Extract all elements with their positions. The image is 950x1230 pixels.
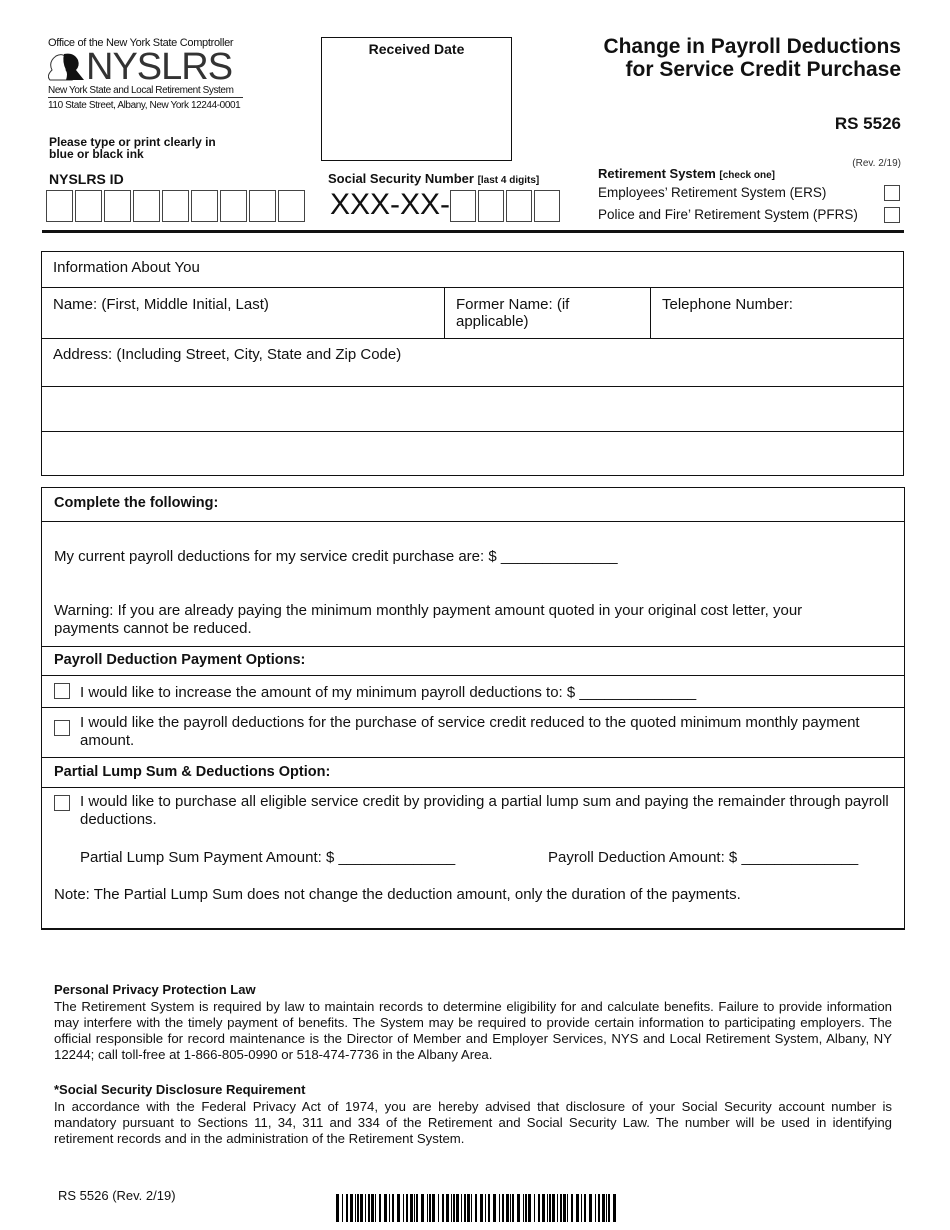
barcode-bar bbox=[384, 1194, 387, 1222]
barcode-bar bbox=[360, 1194, 363, 1222]
barcode-bar bbox=[446, 1194, 449, 1222]
name-field[interactable]: Name: (First, Middle Initial, Last) bbox=[53, 296, 269, 313]
privacy-heading: Personal Privacy Protection Law bbox=[54, 982, 256, 997]
title-line-1: Change in Payroll Deductions bbox=[603, 35, 901, 58]
footer-form-number: RS 5526 (Rev. 2/19) bbox=[58, 1188, 176, 1203]
barcode-bar bbox=[571, 1194, 573, 1222]
barcode-bar bbox=[613, 1194, 616, 1222]
received-date-box bbox=[321, 37, 512, 161]
digit-box[interactable] bbox=[162, 190, 189, 222]
revision: (Rev. 2/19) bbox=[852, 158, 901, 169]
reduce-deduction-checkbox[interactable] bbox=[54, 720, 70, 736]
info-section bbox=[41, 251, 904, 476]
barcode-bar bbox=[560, 1194, 562, 1222]
name-row bbox=[42, 287, 903, 339]
barcode-bar bbox=[368, 1194, 370, 1222]
nyslrs-id-input[interactable] bbox=[46, 190, 305, 222]
barcode-bar bbox=[421, 1194, 424, 1222]
barcode-bar bbox=[567, 1194, 568, 1222]
digit-box[interactable] bbox=[46, 190, 73, 222]
barcode-bar bbox=[389, 1194, 390, 1222]
address-line-3[interactable] bbox=[42, 431, 903, 476]
barcode-bar bbox=[547, 1194, 548, 1222]
barcode-bar bbox=[506, 1194, 509, 1222]
nyslrs-logo bbox=[48, 37, 243, 111]
system-address: 110 State Street, Albany, New York 12244-0001 bbox=[48, 100, 241, 111]
barcode-bar bbox=[589, 1194, 592, 1222]
barcode-bar bbox=[608, 1194, 610, 1222]
digit-box[interactable] bbox=[133, 190, 160, 222]
ers-option: Employees’ Retirement System (ERS) bbox=[598, 185, 827, 200]
divider bbox=[42, 230, 904, 233]
retirement-system-label bbox=[598, 166, 775, 181]
barcode-bar bbox=[471, 1194, 472, 1222]
barcode-bar bbox=[406, 1194, 408, 1222]
barcode-bar bbox=[365, 1194, 366, 1222]
digit-box[interactable] bbox=[75, 190, 102, 222]
title-line-2: for Service Credit Purchase bbox=[625, 58, 901, 81]
received-date-label: Received Date bbox=[368, 41, 465, 57]
address-line-2[interactable] bbox=[42, 386, 903, 432]
barcode-bar bbox=[379, 1194, 381, 1222]
ssd-heading: *Social Security Disclosure Requirement bbox=[54, 1082, 306, 1097]
ssn-prefix: XXX-XX- bbox=[330, 188, 451, 221]
barcode-bar bbox=[355, 1194, 356, 1222]
lump-sum-heading: Partial Lump Sum & Deductions Option: bbox=[54, 764, 331, 780]
barcode-bar bbox=[493, 1194, 496, 1222]
barcode-bar bbox=[427, 1194, 428, 1222]
barcode-bar bbox=[397, 1194, 400, 1222]
note-text: Note: The Partial Lump Sum does not change the deduction amount, only the duration of the payments. bbox=[54, 886, 741, 903]
complete-section bbox=[41, 487, 905, 930]
ssn-label-text: Social Security Number bbox=[328, 171, 474, 186]
barcode-bar bbox=[475, 1194, 477, 1222]
barcode-bar bbox=[606, 1194, 607, 1222]
partial-lump-sum-checkbox[interactable] bbox=[54, 795, 70, 811]
barcode-bar bbox=[429, 1194, 431, 1222]
ssd-text: In accordance with the Federal Privacy Act of 1974, you are hereby advised that disclosure of your Social Security account number is mandatory pursuant to Sections 11, 34, 311 and 334 of the Retirement and Social Security Law. The number will be used in identifying retirement records and in the administration of the Retirement System. bbox=[54, 1099, 892, 1146]
ssn-label bbox=[328, 171, 539, 186]
increase-deduction-checkbox[interactable] bbox=[54, 683, 70, 699]
digit-box[interactable] bbox=[278, 190, 305, 222]
form-number: RS 5526 bbox=[834, 114, 901, 133]
current-deduction-field[interactable]: My current payroll deductions for my service credit purchase are: $ ______________ bbox=[54, 548, 618, 565]
barcode-bar bbox=[542, 1194, 545, 1222]
barcode-bar bbox=[350, 1194, 353, 1222]
barcode-bar bbox=[502, 1194, 504, 1222]
option-increase: I would like to increase the amount of my minimum payroll deductions to: $ ______________ bbox=[80, 684, 697, 701]
barcode-bar bbox=[598, 1194, 600, 1222]
barcode-bar bbox=[552, 1194, 555, 1222]
barcode-bar bbox=[602, 1194, 605, 1222]
digit-box[interactable] bbox=[506, 190, 532, 222]
barcode-bar bbox=[480, 1194, 483, 1222]
digit-box[interactable] bbox=[104, 190, 131, 222]
payment-options-heading: Payroll Deduction Payment Options: bbox=[54, 652, 306, 668]
digit-box[interactable] bbox=[478, 190, 504, 222]
barcode-bar bbox=[512, 1194, 514, 1222]
barcode-bar bbox=[357, 1194, 359, 1222]
retirement-system-text: Retirement System bbox=[598, 166, 716, 181]
barcode-bar bbox=[523, 1194, 524, 1222]
barcode-bar bbox=[510, 1194, 511, 1222]
telephone-field[interactable]: Telephone Number: bbox=[662, 296, 793, 313]
digit-box[interactable] bbox=[249, 190, 276, 222]
barcode-bar bbox=[499, 1194, 500, 1222]
barcode-bar bbox=[336, 1194, 339, 1222]
barcode-bar bbox=[517, 1194, 520, 1222]
former-name-field[interactable]: Former Name: (if applicable) bbox=[456, 296, 570, 330]
barcode-bar bbox=[488, 1194, 490, 1222]
deduction-amount-field[interactable]: Payroll Deduction Amount: $ ______________ bbox=[548, 849, 859, 866]
barcode-bar bbox=[528, 1194, 531, 1222]
digit-box[interactable] bbox=[534, 190, 560, 222]
ers-checkbox[interactable] bbox=[884, 185, 900, 201]
barcode-bar bbox=[584, 1194, 586, 1222]
barcode-bar bbox=[576, 1194, 579, 1222]
option-reduce: I would like the payroll deductions for the purchase of service credit reduced to the quoted minimum monthly payment amount. bbox=[80, 714, 860, 749]
barcode-bar bbox=[581, 1194, 582, 1222]
option-lump-sum: I would like to purchase all eligible service credit by providing a partial lump sum and paying the remainder through payroll deductions. bbox=[80, 793, 889, 828]
logo-text: NYSLRS bbox=[86, 46, 233, 88]
barcode-bar bbox=[342, 1194, 343, 1222]
digit-box[interactable] bbox=[191, 190, 218, 222]
warning-text: Warning: If you are already paying the minimum monthly payment amount quoted in your original cost letter, your payments cannot be reduced. bbox=[54, 602, 803, 637]
check-one-note: [check one] bbox=[719, 170, 775, 181]
people-silhouette-icon bbox=[48, 52, 86, 82]
nyslrs-id-label: NYSLRS ID bbox=[49, 171, 124, 187]
barcode-bar bbox=[375, 1194, 376, 1222]
barcode-bar bbox=[525, 1194, 527, 1222]
form-title bbox=[603, 35, 901, 81]
digit-box[interactable] bbox=[220, 190, 247, 222]
barcode-bar bbox=[451, 1194, 452, 1222]
instructions: Please type or print clearly in blue or black ink bbox=[49, 135, 216, 161]
barcode-bar bbox=[467, 1194, 470, 1222]
pfrs-checkbox[interactable] bbox=[884, 207, 900, 223]
barcode bbox=[336, 1194, 616, 1222]
barcode-bar bbox=[403, 1194, 404, 1222]
info-heading: Information About You bbox=[53, 259, 200, 276]
address-label: Address: (Including Street, City, State and Zip Code) bbox=[53, 346, 402, 363]
barcode-bar bbox=[557, 1194, 558, 1222]
address-row[interactable] bbox=[42, 338, 903, 387]
complete-heading: Complete the following: bbox=[54, 495, 219, 511]
barcode-bar bbox=[432, 1194, 435, 1222]
barcode-bar bbox=[563, 1194, 566, 1222]
barcode-bar bbox=[456, 1194, 459, 1222]
barcode-bar bbox=[464, 1194, 466, 1222]
system-name: New York State and Local Retirement System bbox=[48, 85, 243, 98]
barcode-bar bbox=[453, 1194, 455, 1222]
barcode-bar bbox=[392, 1194, 394, 1222]
barcode-bar bbox=[438, 1194, 439, 1222]
barcode-bar bbox=[485, 1194, 486, 1222]
barcode-bar bbox=[410, 1194, 413, 1222]
digit-box[interactable] bbox=[450, 190, 476, 222]
office-name: Office of the New York State Comptroller bbox=[48, 37, 234, 49]
barcode-bar bbox=[371, 1194, 374, 1222]
barcode-bar bbox=[461, 1194, 462, 1222]
barcode-bar bbox=[416, 1194, 418, 1222]
ssn-note: [last 4 digits] bbox=[477, 175, 540, 186]
barcode-bar bbox=[442, 1194, 444, 1222]
barcode-bar bbox=[538, 1194, 540, 1222]
privacy-text: The Retirement System is required by law to maintain records to determine eligibility for and calculate benefits. Failure to provide information may interfere with the timely payment of benefits. The System may be required to provide certain information to participating employers. The official responsible for record maintenance is the Director of Member and Employer Services, NYS and Local Retirement System, Albany, NY 12244; call toll-free at 1-866-805-0990 or 518-474-7736 in the Albany Area. bbox=[54, 999, 892, 1062]
pfrs-option: Police and Fire’ Retirement System (PFRS) bbox=[598, 207, 858, 222]
barcode-bar bbox=[549, 1194, 551, 1222]
barcode-bar bbox=[414, 1194, 415, 1222]
ssn-last4-input[interactable] bbox=[450, 190, 560, 222]
barcode-bar bbox=[534, 1194, 535, 1222]
barcode-bar bbox=[595, 1194, 596, 1222]
lump-sum-amount-field[interactable]: Partial Lump Sum Payment Amount: $ ______________ bbox=[80, 849, 456, 866]
barcode-bar bbox=[346, 1194, 348, 1222]
